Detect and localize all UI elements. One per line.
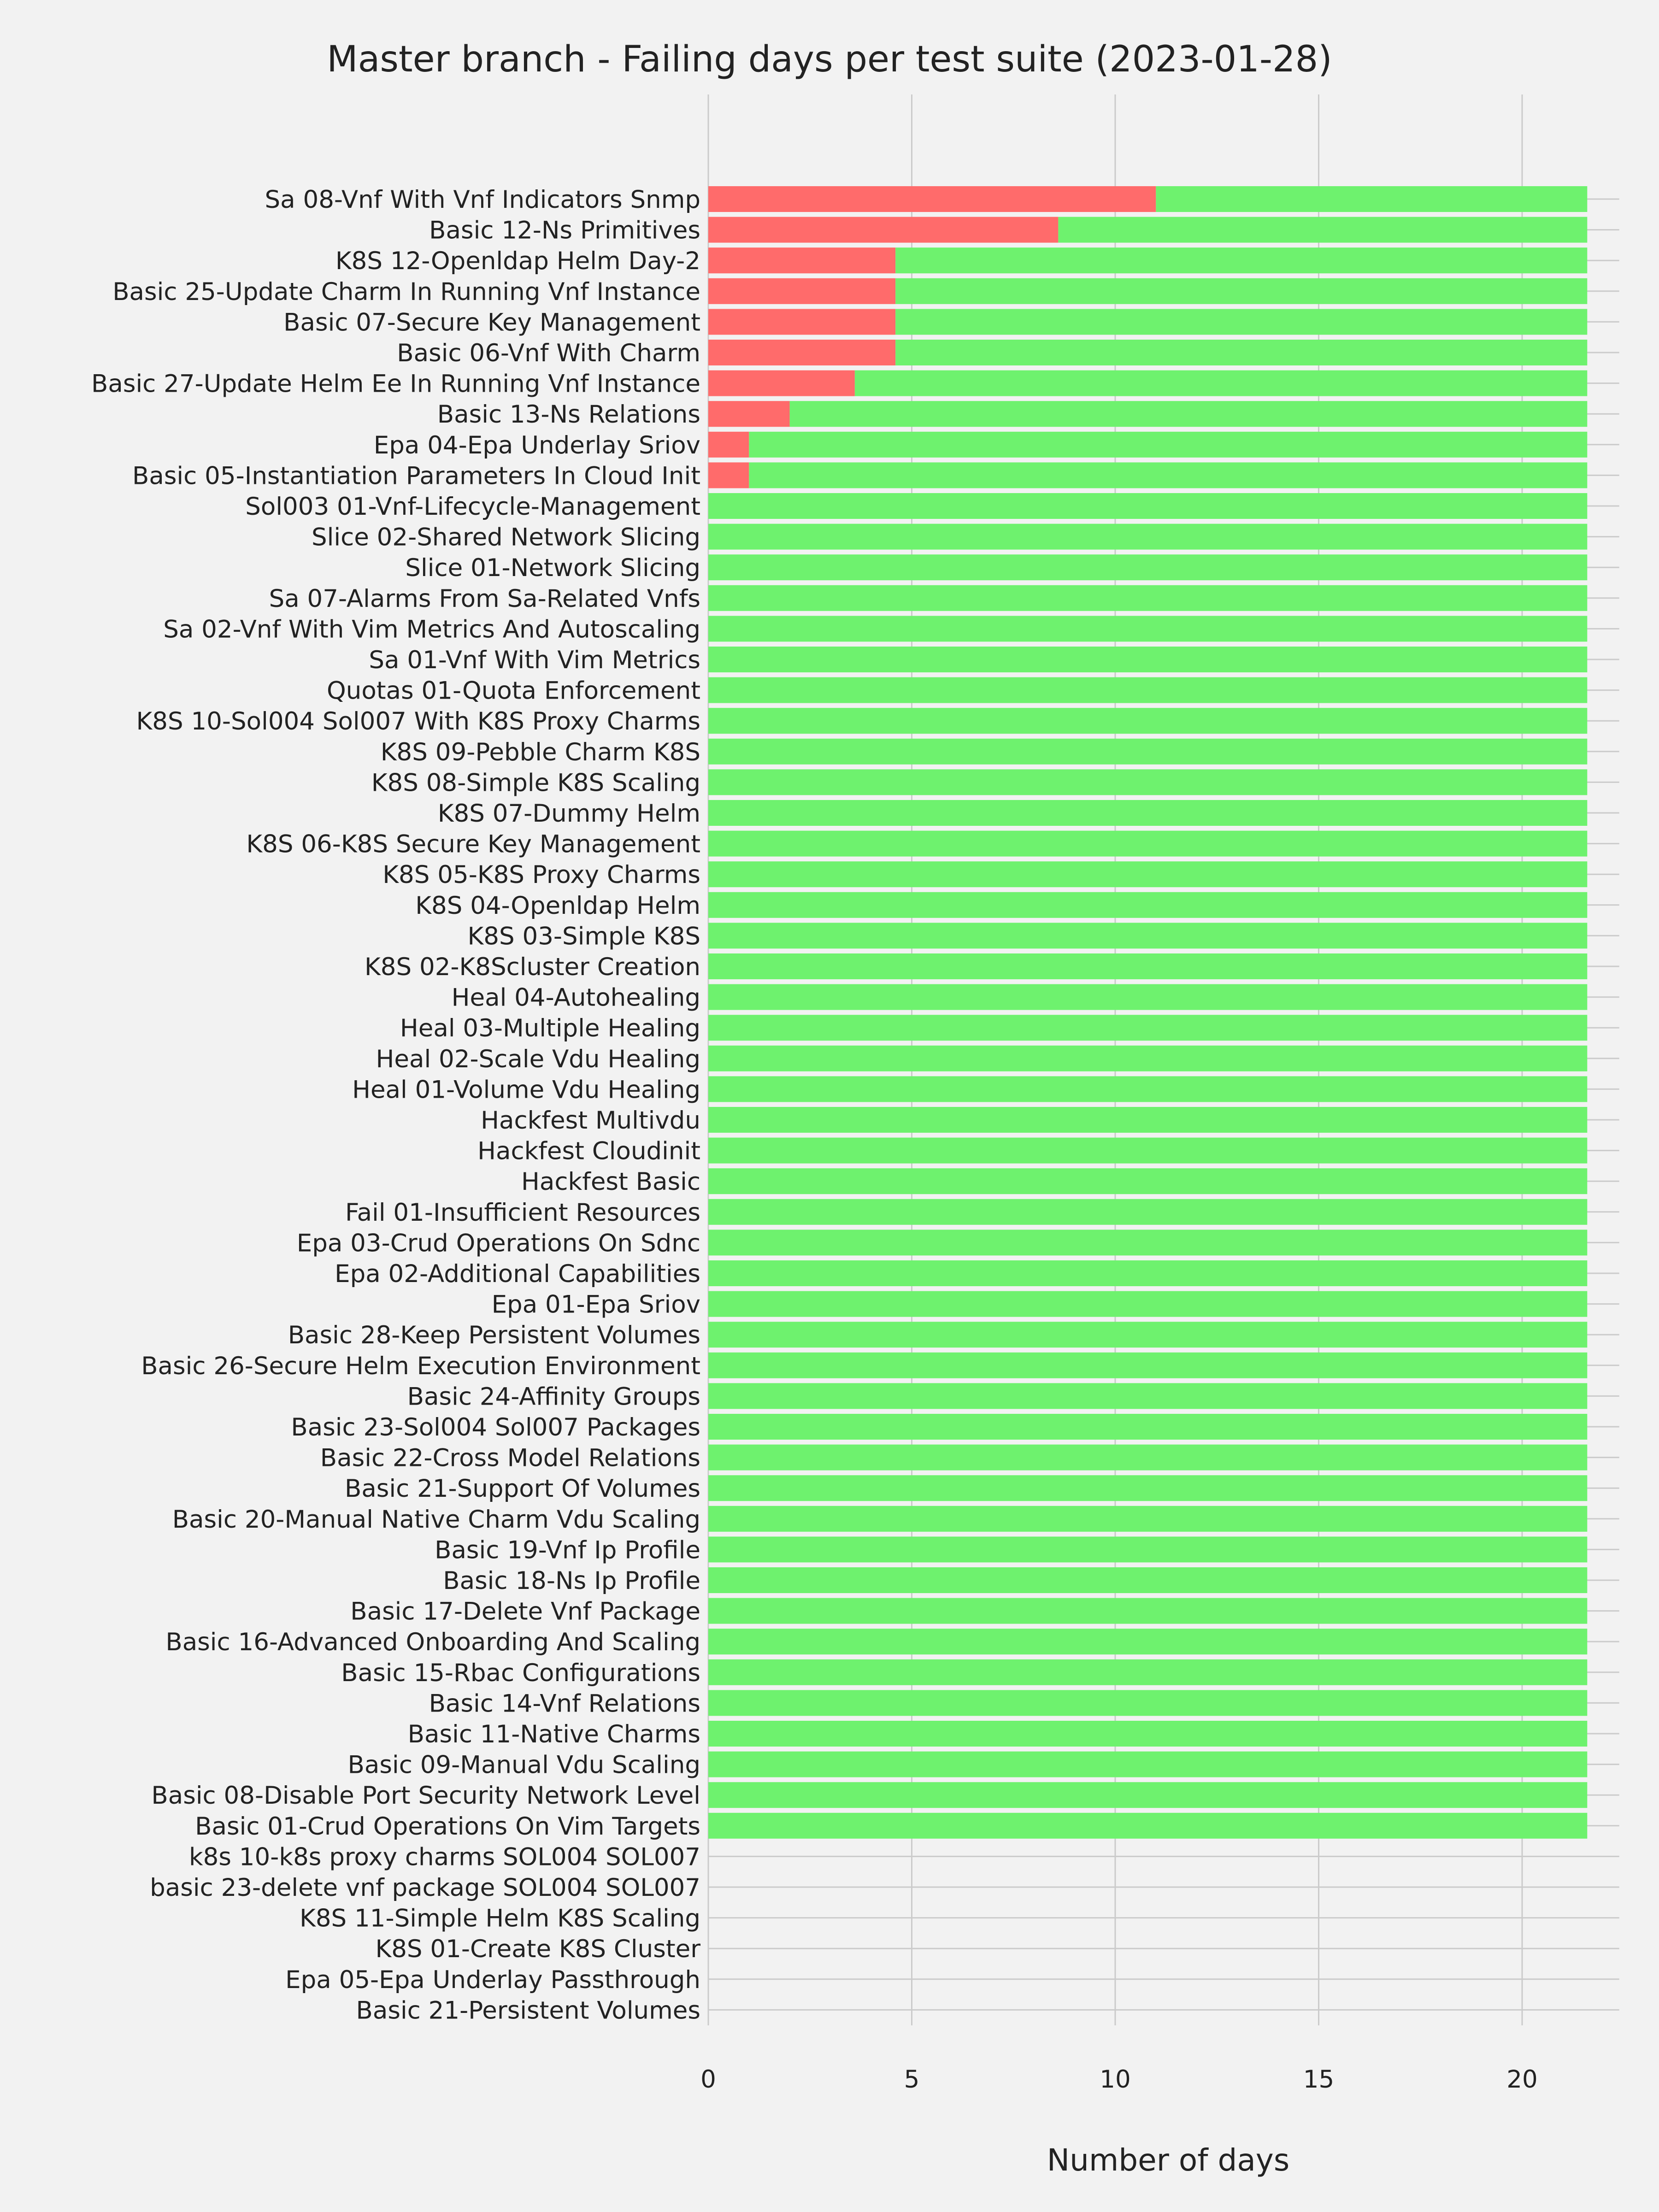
category-label: K8S 08-Simple K8S Scaling	[371, 769, 700, 797]
passing-days-bar	[708, 1690, 1587, 1716]
failing-days-bar	[708, 309, 895, 335]
category-label: Epa 03-Crud Operations On Sdnc	[296, 1229, 700, 1258]
passing-days-bar	[708, 1782, 1587, 1808]
failing-days-bar	[708, 462, 749, 488]
passing-days-bar	[708, 1076, 1587, 1102]
category-label: Basic 28-Keep Persistent Volumes	[288, 1321, 700, 1350]
passing-days-bar	[708, 585, 1587, 611]
passing-days-bar	[708, 1536, 1587, 1562]
passing-days-bar	[708, 708, 1587, 734]
passing-days-bar	[708, 800, 1587, 826]
category-label: Sa 07-Alarms From Sa-Related Vnfs	[269, 584, 700, 613]
x-tick-label: 20	[1506, 2065, 1538, 2094]
passing-days-bar	[708, 769, 1587, 795]
passing-days-bar	[708, 647, 1587, 672]
passing-days-bar	[708, 1138, 1587, 1164]
passing-days-bar	[708, 1230, 1587, 1255]
category-label: K8S 10-Sol004 Sol007 With K8S Proxy Charms	[136, 707, 700, 736]
passing-days-bar	[708, 616, 1587, 641]
x-tick-label: 5	[904, 2065, 920, 2094]
category-label: Basic 20-Manual Native Charm Vdu Scaling	[172, 1505, 700, 1534]
category-label: K8S 11-Simple Helm K8S Scaling	[300, 1904, 700, 1933]
category-label: Epa 01-Epa Sriov	[491, 1290, 700, 1319]
category-label: K8S 06-K8S Secure Key Management	[246, 830, 700, 859]
category-label: basic 23-delete vnf package SOL004 SOL007	[150, 1874, 700, 1902]
category-label: Basic 23-Sol004 Sol007 Packages	[291, 1413, 700, 1441]
passing-days-bar	[708, 1721, 1587, 1747]
category-label: Basic 21-Support Of Volumes	[344, 1475, 700, 1503]
passing-days-bar	[895, 278, 1587, 304]
category-label: Basic 05-Instantiation Parameters In Cloud Init	[132, 462, 700, 490]
failing-days-bar	[708, 247, 895, 273]
category-label: Hackfest Multivdu	[481, 1106, 700, 1135]
failing-days-bar	[708, 186, 1156, 212]
passing-days-bar	[1058, 217, 1587, 243]
x-tick-label: 0	[700, 2065, 716, 2094]
passing-days-bar	[708, 1445, 1587, 1471]
passing-days-bar	[708, 892, 1587, 918]
category-label: Basic 08-Disable Port Security Network Level	[151, 1782, 700, 1810]
passing-days-bar	[708, 1414, 1587, 1440]
category-label: Basic 15-Rbac Configurations	[341, 1659, 700, 1687]
category-label: Heal 01-Volume Vdu Healing	[352, 1076, 700, 1104]
passing-days-bar	[708, 1506, 1587, 1532]
passing-days-bar	[708, 739, 1587, 765]
failing-days-bar	[708, 217, 1058, 243]
failing-days-bar	[708, 278, 895, 304]
category-label: K8S 09-Pebble Charm K8S	[380, 738, 700, 766]
passing-days-bar	[708, 1260, 1587, 1286]
category-label: Basic 12-Ns Primitives	[429, 216, 700, 245]
passing-days-bar	[749, 462, 1587, 488]
category-label: Basic 01-Crud Operations On Vim Targets	[195, 1812, 700, 1841]
category-label: Basic 21-Persistent Volumes	[356, 1996, 700, 2025]
category-label: Hackfest Cloudinit	[477, 1137, 700, 1165]
passing-days-bar	[708, 1168, 1587, 1194]
category-label: K8S 05-K8S Proxy Charms	[382, 861, 700, 889]
category-label: Sa 01-Vnf With Vim Metrics	[369, 646, 700, 674]
category-label: Quotas 01-Quota Enforcement	[327, 677, 700, 705]
passing-days-bar	[708, 1015, 1587, 1041]
failing-days-bar	[708, 371, 855, 396]
category-label: K8S 01-Create K8S Cluster	[375, 1935, 700, 1964]
passing-days-bar	[708, 554, 1587, 580]
passing-days-bar	[708, 1629, 1587, 1654]
passing-days-bar	[708, 1291, 1587, 1317]
category-label: K8S 04-Openldap Helm	[415, 891, 700, 920]
chart-title: Master branch - Failing days per test suite (2023-01-28)	[327, 39, 1332, 80]
category-label: K8S 03-Simple K8S	[467, 922, 700, 951]
category-label: Slice 02-Shared Network Slicing	[311, 523, 700, 552]
category-label: Basic 06-Vnf With Charm	[397, 339, 700, 367]
passing-days-bar	[708, 984, 1587, 1010]
category-label: Basic 17-Delete Vnf Package	[350, 1597, 700, 1626]
passing-days-bar	[708, 1475, 1587, 1501]
category-label: Basic 16-Advanced Onboarding And Scaling	[165, 1628, 700, 1657]
passing-days-bar	[708, 524, 1587, 550]
category-label: Epa 05-Epa Underlay Passthrough	[285, 1965, 700, 1994]
category-label: Sa 08-Vnf With Vnf Indicators Snmp	[265, 186, 700, 214]
category-label: Heal 03-Multiple Healing	[400, 1014, 700, 1043]
passing-days-bar	[708, 861, 1587, 887]
category-label: Basic 09-Manual Vdu Scaling	[347, 1751, 700, 1779]
category-label: Basic 07-Secure Key Management	[283, 308, 700, 337]
passing-days-bar	[749, 432, 1587, 458]
passing-days-bar	[708, 831, 1587, 857]
category-label: Basic 19-Vnf Ip Profile	[435, 1536, 700, 1565]
passing-days-bar	[855, 371, 1587, 396]
category-label: Basic 25-Update Charm In Running Vnf Instance	[112, 277, 700, 306]
category-label: Basic 24-Affinity Groups	[407, 1382, 700, 1411]
passing-days-bar	[708, 1752, 1587, 1777]
category-label: K8S 07-Dummy Helm	[437, 800, 700, 828]
failing-days-bar	[708, 401, 790, 427]
category-label: Basic 14-Vnf Relations	[429, 1689, 700, 1718]
passing-days-bar	[790, 401, 1588, 427]
passing-days-bar	[895, 309, 1587, 335]
category-label: Sa 02-Vnf With Vim Metrics And Autoscaling	[163, 615, 700, 644]
passing-days-bar	[708, 923, 1587, 948]
passing-days-bar	[708, 1598, 1587, 1624]
x-tick-label: 10	[1100, 2065, 1131, 2094]
passing-days-bar	[708, 1353, 1587, 1378]
passing-days-bar	[708, 1199, 1587, 1225]
passing-days-bar	[708, 953, 1587, 979]
passing-days-bar	[708, 1659, 1587, 1685]
category-label: Hackfest Basic	[521, 1168, 700, 1196]
passing-days-bar	[895, 340, 1587, 365]
passing-days-bar	[708, 677, 1587, 703]
passing-days-bar	[708, 1813, 1587, 1839]
category-label: Basic 13-Ns Relations	[437, 400, 700, 429]
category-label: Heal 04-Autohealing	[451, 983, 700, 1012]
category-label: Basic 11-Native Charms	[407, 1720, 700, 1748]
failing-days-bar	[708, 432, 749, 458]
x-axis-label: Number of days	[1047, 2142, 1290, 2178]
category-label: Epa 04-Epa Underlay Sriov	[373, 431, 700, 459]
passing-days-bar	[708, 1107, 1587, 1133]
passing-days-bar	[708, 1046, 1587, 1071]
category-label: Epa 02-Additional Capabilities	[335, 1260, 700, 1288]
passing-days-bar	[708, 1567, 1587, 1593]
passing-days-bar	[708, 493, 1587, 519]
x-tick-label: 15	[1303, 2065, 1335, 2094]
category-label: K8S 02-K8Scluster Creation	[365, 953, 700, 981]
passing-days-bar	[1156, 186, 1587, 212]
category-label: Basic 18-Ns Ip Profile	[443, 1567, 700, 1595]
passing-days-bar	[708, 1322, 1587, 1347]
category-label: Sol003 01-Vnf-Lifecycle-Management	[245, 493, 700, 521]
category-label: k8s 10-k8s proxy charms SOL004 SOL007	[188, 1843, 700, 1871]
passing-days-bar	[708, 1383, 1587, 1409]
category-label: K8S 12-Openldap Helm Day-2	[335, 247, 700, 276]
passing-days-bar	[895, 247, 1587, 273]
category-label: Basic 26-Secure Helm Execution Environment	[141, 1352, 700, 1380]
category-label: Basic 27-Update Helm Ee In Running Vnf Instance	[91, 370, 700, 398]
category-label: Slice 01-Network Slicing	[405, 554, 700, 582]
category-label: Basic 22-Cross Model Relations	[320, 1444, 700, 1472]
failing-days-bar	[708, 340, 895, 365]
category-label: Fail 01-Insufficient Resources	[345, 1198, 700, 1227]
category-label: Heal 02-Scale Vdu Healing	[376, 1045, 700, 1073]
